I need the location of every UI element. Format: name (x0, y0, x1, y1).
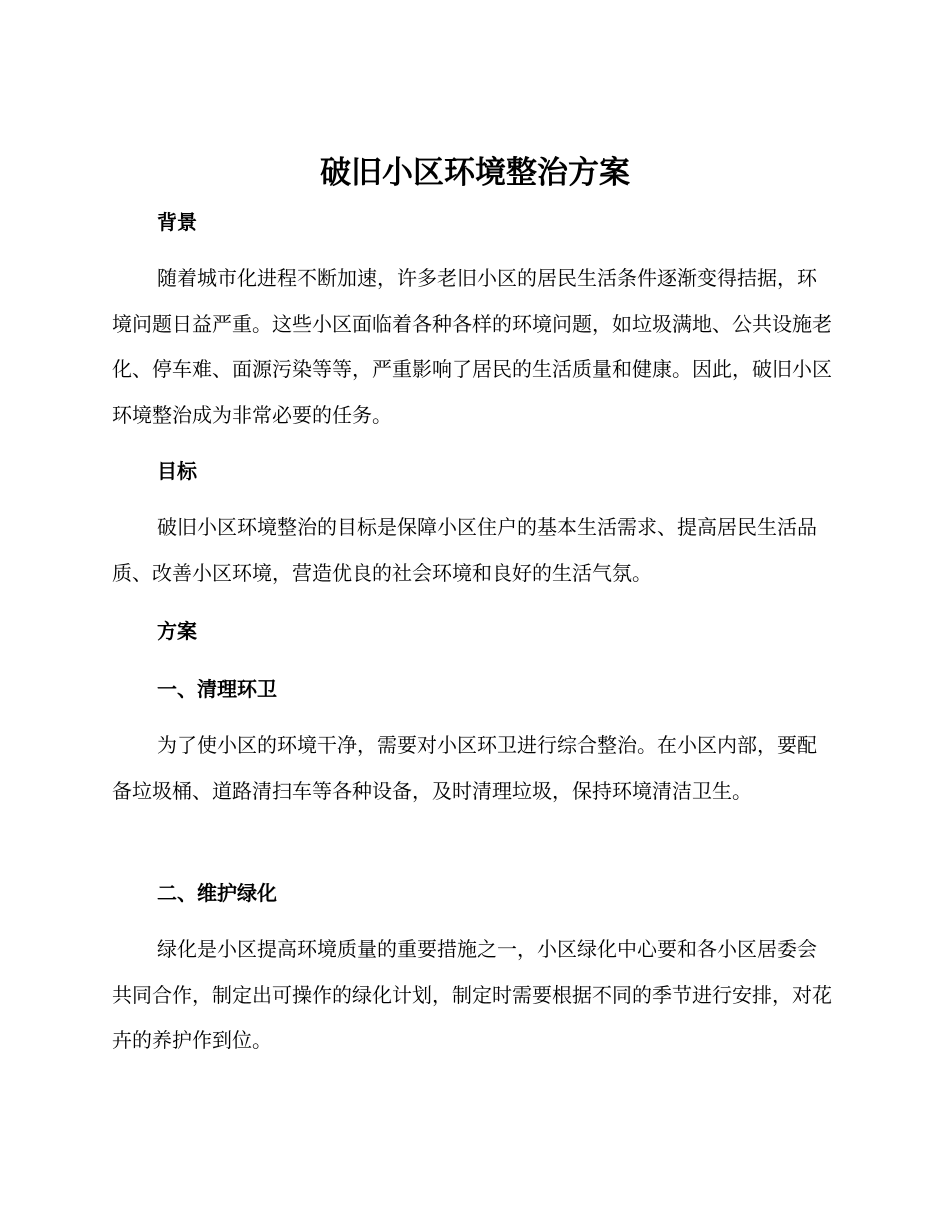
section-paragraph-background: 随着城市化进程不断加速，许多老旧小区的居民生活条件逐渐变得拮据，环境问题日益严重。这些小区面临着各种各样的环境问题，如垃圾满地、公共设施老化、停车难、面源污染等等，严重影响了居民的生活质量和健康。因此，破旧小区环境整治成为非常必要的任务。 (112, 266, 832, 427)
section-paragraph-greening: 绿化是小区提高环境质量的重要措施之一，小区绿化中心要和各小区居委会共同合作，制定出可操作的绿化计划，制定时需要根据不同的季节进行安排，对花卉的养护作到位。 (112, 937, 832, 1052)
section-paragraph-goal: 破旧小区环境整治的目标是保障小区住户的基本生活需求、提高居民生活品质、改善小区环境，营造优良的社会环境和良好的生活气氛。 (112, 515, 817, 585)
document-title: 破旧小区环境整治方案 (320, 155, 630, 191)
section-heading-greening: 二、维护绿化 (157, 881, 277, 905)
section-heading-goal: 目标 (157, 459, 197, 483)
section-heading-plan: 方案 (157, 619, 197, 643)
section-heading-background: 背景 (157, 210, 197, 234)
section-heading-sanitation: 一、清理环卫 (157, 677, 277, 701)
section-paragraph-sanitation: 为了使小区的环境干净，需要对小区环卫进行综合整治。在小区内部，要配备垃圾桶、道路清扫车等各种设备，及时清理垃圾，保持环境清洁卫生。 (112, 733, 817, 803)
